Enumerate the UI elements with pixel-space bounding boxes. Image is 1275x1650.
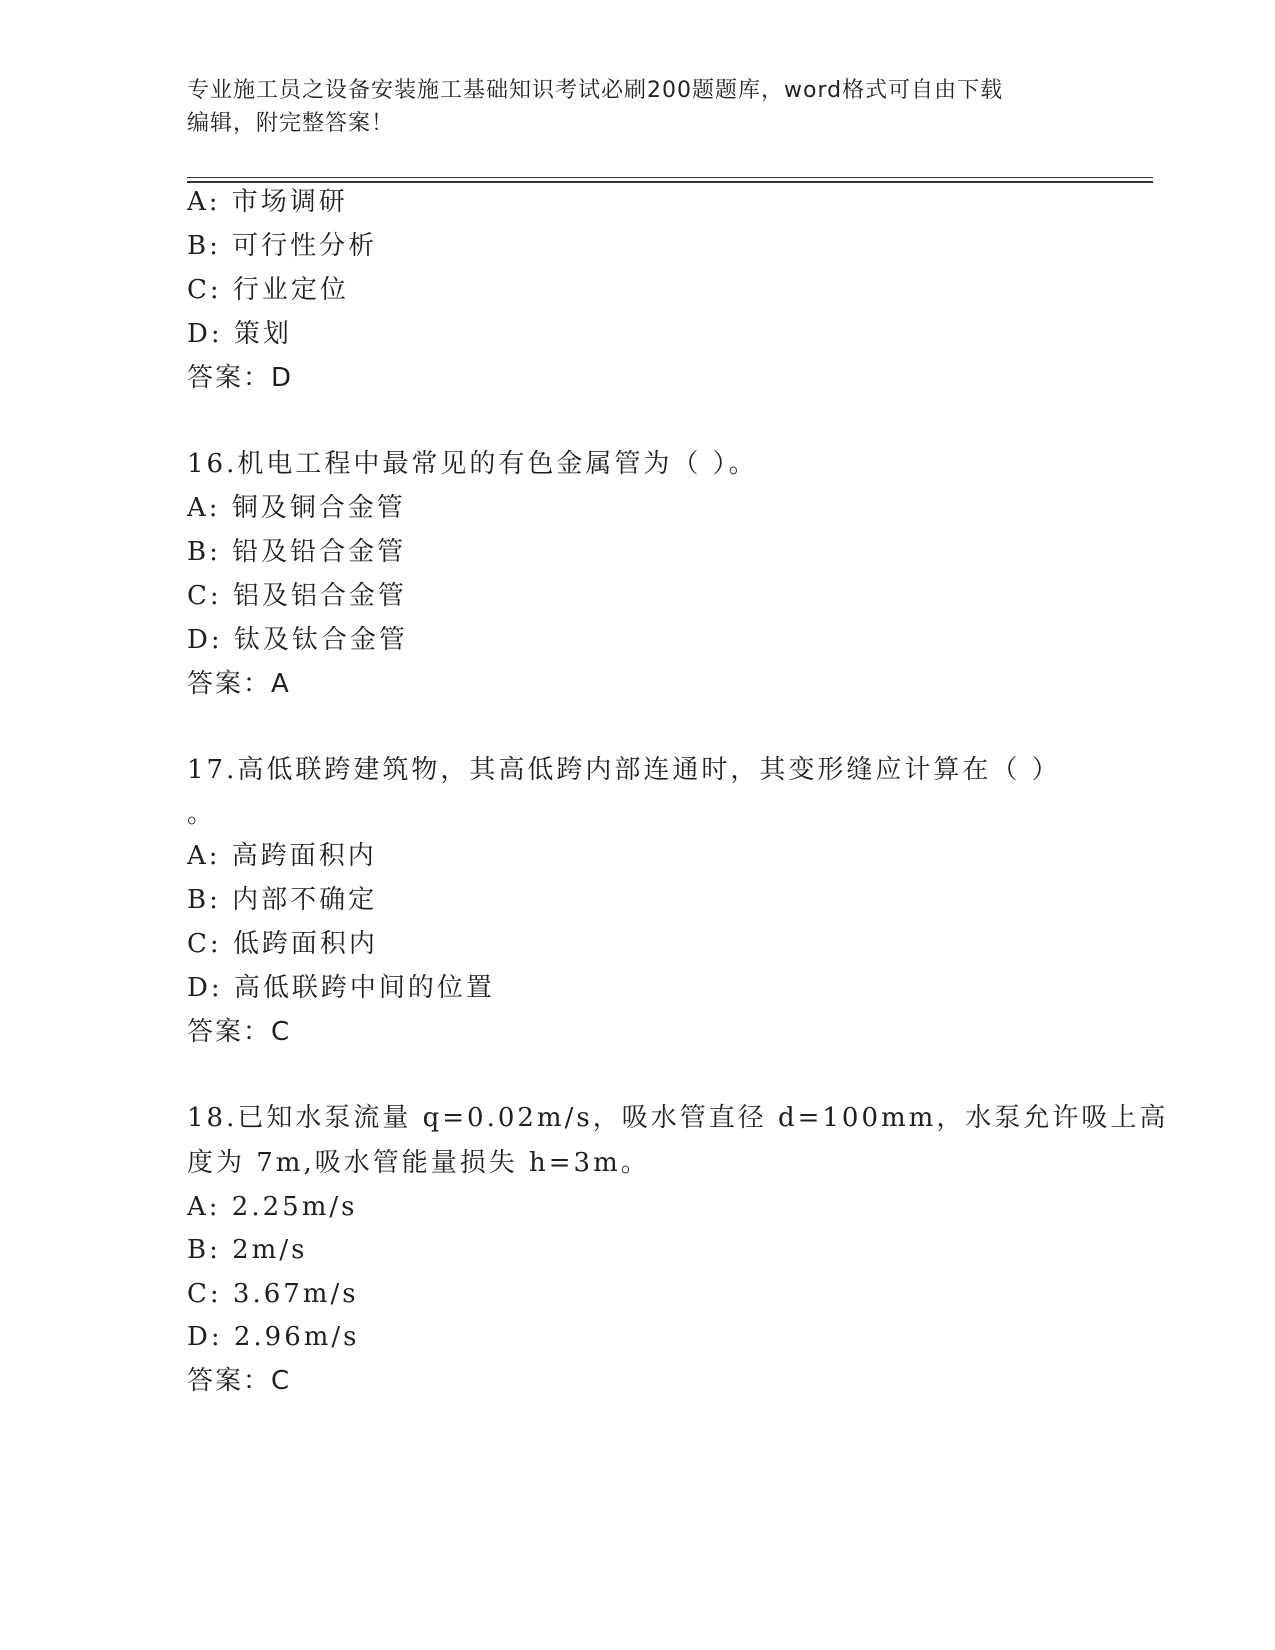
header-line-1: 专业施工员之设备安装施工基础知识考试必刷200题题库，word格式可自由下载	[187, 78, 1004, 103]
q15-answer: 答案：D	[187, 363, 294, 393]
q16-option-d: D: 钛及钛合金管	[187, 625, 408, 655]
q17-option-a: A: 高跨面积内	[187, 841, 377, 871]
q18-option-c: C: 3.67m/s	[187, 1279, 359, 1309]
q15-option-b: B: 可行性分析	[187, 231, 378, 261]
q18-option-b: B: 2m/s	[187, 1235, 308, 1265]
q17-question-line-1: 17.高低联跨建筑物，其高低跨内部连通时，其变形缝应计算在（ ）	[187, 755, 1061, 785]
q17-question-line-2: 。	[187, 799, 217, 829]
q17-option-d: D: 高低联跨中间的位置	[187, 973, 495, 1003]
q17-option-b: B: 内部不确定	[187, 885, 378, 915]
header-divider-thin	[187, 177, 1153, 178]
q18-option-d: D: 2.96m/s	[187, 1322, 360, 1352]
header-line-2: 编辑，附完整答案！	[187, 111, 395, 136]
q15-option-d: D: 策划	[187, 319, 292, 349]
document-header	[187, 74, 1067, 140]
q17-option-c: C: 低跨面积内	[187, 929, 378, 959]
q18-answer: 答案：C	[187, 1366, 292, 1396]
q16-answer: 答案：A	[187, 669, 291, 699]
q18-question-line-2: 度为 7m,吸水管能量损失 h=3m。	[187, 1148, 650, 1178]
q15-option-a: A: 市场调研	[187, 187, 348, 217]
q18-question-line-1: 18.已知水泵流量 q=0.02m/s，吸水管直径 d=100mm，水泵允许吸上高	[187, 1103, 1169, 1133]
q16-question: 16.机电工程中最常见的有色金属管为（ ）。	[187, 449, 758, 479]
q16-option-c: C: 铝及铝合金管	[187, 581, 407, 611]
q15-option-c: C: 行业定位	[187, 275, 349, 305]
q16-option-a: A: 铜及铜合金管	[187, 493, 406, 523]
q18-option-a: A: 2.25m/s	[187, 1192, 358, 1222]
q16-option-b: B: 铅及铅合金管	[187, 537, 407, 567]
q17-answer: 答案：C	[187, 1017, 292, 1047]
header-divider-thick	[187, 181, 1153, 183]
